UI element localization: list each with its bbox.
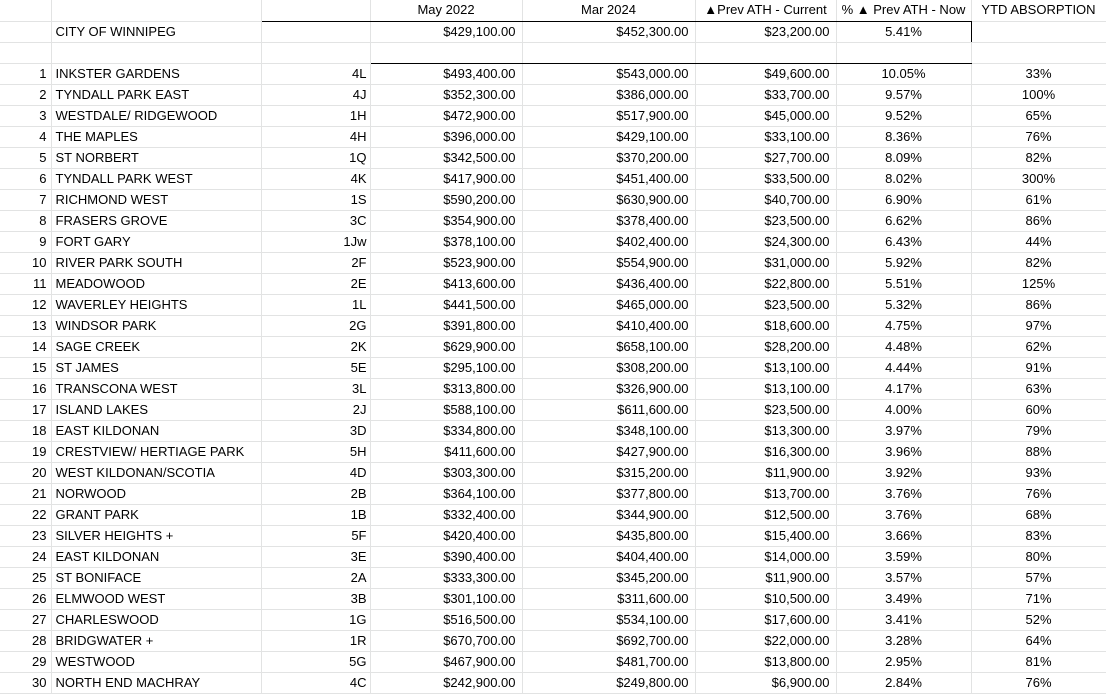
pct-change-cell[interactable]: 3.66% [836, 525, 971, 546]
may-2022-cell[interactable]: $590,200.00 [370, 189, 522, 210]
neighbourhood-name-cell[interactable]: FRASERS GROVE [51, 210, 261, 231]
mar-2024-cell[interactable]: $326,900.00 [522, 378, 695, 399]
pct-change-cell[interactable]: 3.76% [836, 504, 971, 525]
neighbourhood-name-cell[interactable]: ST NORBERT [51, 147, 261, 168]
rank-cell[interactable]: 12 [0, 294, 51, 315]
may-2022-cell[interactable]: $396,000.00 [370, 126, 522, 147]
table-row [0, 126, 1106, 147]
ytd-absorption-cell[interactable]: 80% [971, 546, 1106, 567]
area-code-cell[interactable]: 2G [261, 315, 370, 336]
area-code-cell[interactable]: 1B [261, 504, 370, 525]
table-row [0, 504, 1106, 525]
area-code-cell[interactable]: 2J [261, 399, 370, 420]
prev-ath-diff-cell[interactable]: $40,700.00 [695, 189, 836, 210]
ytd-absorption-cell[interactable]: 76% [971, 672, 1106, 693]
rank-cell[interactable]: 9 [0, 231, 51, 252]
may-2022-cell[interactable]: $352,300.00 [370, 84, 522, 105]
rank-cell[interactable]: 27 [0, 609, 51, 630]
prev-ath-diff-cell[interactable]: $33,500.00 [695, 168, 836, 189]
pct-change-cell[interactable]: 3.76% [836, 483, 971, 504]
prev-ath-diff-cell[interactable]: $15,400.00 [695, 525, 836, 546]
mar-2024-cell[interactable]: $308,200.00 [522, 357, 695, 378]
ytd-absorption-cell[interactable]: 62% [971, 336, 1106, 357]
neighbourhood-name-cell[interactable]: ST JAMES [51, 357, 261, 378]
neighbourhood-name-cell[interactable]: INKSTER GARDENS [51, 63, 261, 84]
neighbourhood-name-cell[interactable]: EAST KILDONAN [51, 420, 261, 441]
ytd-absorption-cell[interactable]: 52% [971, 609, 1106, 630]
header-pct-prev-ath-now[interactable]: % ▲ Prev ATH - Now [836, 0, 971, 21]
prev-ath-diff-cell[interactable]: $13,100.00 [695, 357, 836, 378]
rank-cell[interactable]: 17 [0, 399, 51, 420]
header-row [0, 0, 1106, 21]
neighbourhood-name-cell[interactable]: THE MAPLES [51, 126, 261, 147]
blank-cell[interactable] [370, 42, 522, 63]
ytd-absorption-cell[interactable]: 79% [971, 420, 1106, 441]
rank-cell[interactable]: 16 [0, 378, 51, 399]
mar-2024-cell[interactable]: $404,400.00 [522, 546, 695, 567]
ytd-absorption-cell[interactable]: 57% [971, 567, 1106, 588]
blank-row [0, 42, 1106, 63]
may-2022-cell[interactable]: $493,400.00 [370, 63, 522, 84]
area-code-cell[interactable]: 1L [261, 294, 370, 315]
ytd-absorption-cell[interactable]: 44% [971, 231, 1106, 252]
area-code-cell[interactable]: 4J [261, 84, 370, 105]
rank-cell[interactable]: 15 [0, 357, 51, 378]
mar-2024-cell[interactable]: $554,900.00 [522, 252, 695, 273]
area-code-cell[interactable]: 2F [261, 252, 370, 273]
mar-2024-cell[interactable]: $517,900.00 [522, 105, 695, 126]
mar-2024-cell[interactable]: $481,700.00 [522, 651, 695, 672]
ytd-absorption-cell[interactable]: 82% [971, 252, 1106, 273]
rank-cell[interactable]: 19 [0, 441, 51, 462]
ytd-absorption-cell[interactable]: 86% [971, 294, 1106, 315]
mar-2024-cell[interactable]: $345,200.00 [522, 567, 695, 588]
pct-change-cell[interactable]: 6.90% [836, 189, 971, 210]
pct-change-cell[interactable]: 3.96% [836, 441, 971, 462]
mar-2024-cell[interactable]: $402,400.00 [522, 231, 695, 252]
may-2022-cell[interactable]: $417,900.00 [370, 168, 522, 189]
ytd-absorption-cell[interactable]: 86% [971, 210, 1106, 231]
may-2022-cell[interactable]: $391,800.00 [370, 315, 522, 336]
neighbourhood-name-cell[interactable]: ELMWOOD WEST [51, 588, 261, 609]
pct-change-cell[interactable]: 9.57% [836, 84, 971, 105]
blank-cell[interactable] [261, 42, 370, 63]
pct-change-cell[interactable]: 4.75% [836, 315, 971, 336]
table-row [0, 588, 1106, 609]
mar-2024-cell[interactable]: $315,200.00 [522, 462, 695, 483]
prev-ath-diff-cell[interactable]: $13,800.00 [695, 651, 836, 672]
may-2022-cell[interactable]: $342,500.00 [370, 147, 522, 168]
ytd-absorption-cell[interactable]: 125% [971, 273, 1106, 294]
blank-cell[interactable] [51, 42, 261, 63]
prev-ath-diff-cell[interactable]: $33,100.00 [695, 126, 836, 147]
table-row [0, 189, 1106, 210]
rank-cell[interactable]: 24 [0, 546, 51, 567]
may-2022-cell[interactable]: $467,900.00 [370, 651, 522, 672]
table-row [0, 210, 1106, 231]
mar-2024-cell[interactable]: $451,400.00 [522, 168, 695, 189]
neighbourhood-name-cell[interactable]: TYNDALL PARK EAST [51, 84, 261, 105]
header-mar-2024[interactable]: Mar 2024 [522, 0, 695, 21]
neighbourhood-name-cell[interactable]: TRANSCONA WEST [51, 378, 261, 399]
rank-cell[interactable]: 22 [0, 504, 51, 525]
area-code-cell[interactable]: 3C [261, 210, 370, 231]
city-ytd-cell[interactable] [971, 21, 1106, 42]
neighbourhood-name-cell[interactable]: NORTH END MACHRAY [51, 672, 261, 693]
may-2022-cell[interactable]: $390,400.00 [370, 546, 522, 567]
table-row [0, 84, 1106, 105]
neighbourhood-name-cell[interactable]: ISLAND LAKES [51, 399, 261, 420]
area-code-cell[interactable]: 4K [261, 168, 370, 189]
rank-cell[interactable]: 11 [0, 273, 51, 294]
table-row [0, 357, 1106, 378]
mar-2024-cell[interactable]: $543,000.00 [522, 63, 695, 84]
pct-change-cell[interactable]: 3.92% [836, 462, 971, 483]
area-code-cell[interactable]: 5E [261, 357, 370, 378]
area-code-cell[interactable]: 2E [261, 273, 370, 294]
prev-ath-diff-cell[interactable]: $45,000.00 [695, 105, 836, 126]
table-row [0, 336, 1106, 357]
may-2022-cell[interactable]: $333,300.00 [370, 567, 522, 588]
table-row [0, 294, 1106, 315]
blank-cell[interactable] [522, 42, 695, 63]
pct-change-cell[interactable]: 3.97% [836, 420, 971, 441]
neighbourhood-name-cell[interactable]: TYNDALL PARK WEST [51, 168, 261, 189]
rank-cell[interactable]: 23 [0, 525, 51, 546]
neighbourhood-name-cell[interactable]: ST BONIFACE [51, 567, 261, 588]
prev-ath-diff-cell[interactable]: $10,500.00 [695, 588, 836, 609]
may-2022-cell[interactable]: $242,900.00 [370, 672, 522, 693]
pct-change-cell[interactable]: 10.05% [836, 63, 971, 84]
table-row [0, 483, 1106, 504]
ytd-absorption-cell[interactable]: 71% [971, 588, 1106, 609]
area-code-cell[interactable]: 1Q [261, 147, 370, 168]
pct-change-cell[interactable]: 5.32% [836, 294, 971, 315]
ytd-absorption-cell[interactable]: 76% [971, 483, 1106, 504]
rank-cell[interactable]: 18 [0, 420, 51, 441]
rank-cell[interactable]: 3 [0, 105, 51, 126]
neighbourhood-name-cell[interactable]: CHARLESWOOD [51, 609, 261, 630]
may-2022-cell[interactable]: $516,500.00 [370, 609, 522, 630]
area-code-cell[interactable]: 1R [261, 630, 370, 651]
may-2022-cell[interactable]: $364,100.00 [370, 483, 522, 504]
ytd-absorption-cell[interactable]: 81% [971, 651, 1106, 672]
area-code-cell[interactable]: 3B [261, 588, 370, 609]
mar-2024-cell[interactable]: $692,700.00 [522, 630, 695, 651]
neighbourhood-name-cell[interactable]: MEADOWOOD [51, 273, 261, 294]
may-2022-cell[interactable]: $378,100.00 [370, 231, 522, 252]
neighbourhood-name-cell[interactable]: FORT GARY [51, 231, 261, 252]
mar-2024-cell[interactable]: $630,900.00 [522, 189, 695, 210]
area-code-cell[interactable]: 1Jw [261, 231, 370, 252]
neighbourhood-name-cell[interactable]: BRIDGWATER + [51, 630, 261, 651]
mar-2024-cell[interactable]: $611,600.00 [522, 399, 695, 420]
pct-change-cell[interactable]: 6.43% [836, 231, 971, 252]
mar-2024-cell[interactable]: $435,800.00 [522, 525, 695, 546]
table-row [0, 231, 1106, 252]
area-code-cell[interactable]: 4L [261, 63, 370, 84]
table-row [0, 567, 1106, 588]
mar-2024-cell[interactable]: $386,000.00 [522, 84, 695, 105]
header-cell-rank[interactable] [0, 0, 51, 21]
mar-2024-cell[interactable]: $370,200.00 [522, 147, 695, 168]
pct-change-cell[interactable]: 3.57% [836, 567, 971, 588]
prev-ath-diff-cell[interactable]: $49,600.00 [695, 63, 836, 84]
ytd-absorption-cell[interactable]: 63% [971, 378, 1106, 399]
ytd-absorption-cell[interactable]: 60% [971, 399, 1106, 420]
table-row [0, 462, 1106, 483]
header-cell-name[interactable] [51, 0, 261, 21]
ytd-absorption-cell[interactable]: 83% [971, 525, 1106, 546]
neighbourhood-name-cell[interactable]: EAST KILDONAN [51, 546, 261, 567]
prev-ath-diff-cell[interactable]: $33,700.00 [695, 84, 836, 105]
neighbourhood-name-cell[interactable]: RICHMOND WEST [51, 189, 261, 210]
pct-change-cell[interactable]: 4.00% [836, 399, 971, 420]
prev-ath-diff-cell[interactable]: $13,300.00 [695, 420, 836, 441]
prev-ath-diff-cell[interactable]: $6,900.00 [695, 672, 836, 693]
area-code-cell[interactable]: 5H [261, 441, 370, 462]
blank-cell[interactable] [836, 42, 971, 63]
table-row [0, 147, 1106, 168]
ytd-absorption-cell[interactable]: 65% [971, 105, 1106, 126]
table-row [0, 252, 1106, 273]
pct-change-cell[interactable]: 4.48% [836, 336, 971, 357]
may-2022-cell[interactable]: $301,100.00 [370, 588, 522, 609]
area-code-cell[interactable]: 5F [261, 525, 370, 546]
mar-2024-cell[interactable]: $348,100.00 [522, 420, 695, 441]
neighbourhood-name-cell[interactable]: SAGE CREEK [51, 336, 261, 357]
area-code-cell[interactable]: 5G [261, 651, 370, 672]
neighbourhood-name-cell[interactable]: WESTDALE/ RIDGEWOOD [51, 105, 261, 126]
neighbourhood-name-cell[interactable]: SILVER HEIGHTS + [51, 525, 261, 546]
prev-ath-diff-cell[interactable]: $27,700.00 [695, 147, 836, 168]
may-2022-cell[interactable]: $303,300.00 [370, 462, 522, 483]
table-row [0, 273, 1106, 294]
may-2022-cell[interactable]: $588,100.00 [370, 399, 522, 420]
header-may-2022[interactable]: May 2022 [370, 0, 522, 21]
rank-cell[interactable]: 14 [0, 336, 51, 357]
area-code-cell[interactable]: 1H [261, 105, 370, 126]
table-row [0, 378, 1106, 399]
city-name[interactable]: CITY OF WINNIPEG [51, 21, 261, 42]
blank-cell[interactable] [0, 42, 51, 63]
mar-2024-cell[interactable]: $658,100.00 [522, 336, 695, 357]
prev-ath-diff-cell[interactable]: $22,800.00 [695, 273, 836, 294]
table-row [0, 399, 1106, 420]
city-row [0, 21, 1106, 42]
prev-ath-diff-cell[interactable]: $23,500.00 [695, 210, 836, 231]
city-code-cell[interactable] [261, 21, 370, 42]
ytd-absorption-cell[interactable]: 64% [971, 630, 1106, 651]
table-row [0, 420, 1106, 441]
area-code-cell[interactable]: 4H [261, 126, 370, 147]
rank-cell[interactable]: 20 [0, 462, 51, 483]
rank-cell[interactable]: 26 [0, 588, 51, 609]
pct-change-cell[interactable]: 3.59% [836, 546, 971, 567]
table-row [0, 441, 1106, 462]
may-2022-cell[interactable]: $670,700.00 [370, 630, 522, 651]
area-code-cell[interactable]: 2A [261, 567, 370, 588]
may-2022-cell[interactable]: $420,400.00 [370, 525, 522, 546]
table-row [0, 105, 1106, 126]
area-code-cell[interactable]: 2B [261, 483, 370, 504]
prev-ath-diff-cell[interactable]: $28,200.00 [695, 336, 836, 357]
city-pct-value[interactable]: 5.41% [836, 21, 971, 42]
neighbourhood-name-cell[interactable]: NORWOOD [51, 483, 261, 504]
rank-cell[interactable]: 8 [0, 210, 51, 231]
mar-2024-cell[interactable]: $534,100.00 [522, 609, 695, 630]
ytd-absorption-cell[interactable]: 61% [971, 189, 1106, 210]
table-row [0, 315, 1106, 336]
table-row [0, 546, 1106, 567]
neighbourhood-name-cell[interactable]: RIVER PARK SOUTH [51, 252, 261, 273]
ytd-absorption-cell[interactable]: 76% [971, 126, 1106, 147]
prev-ath-diff-cell[interactable]: $16,300.00 [695, 441, 836, 462]
city-may-value[interactable]: $429,100.00 [370, 21, 522, 42]
may-2022-cell[interactable]: $411,600.00 [370, 441, 522, 462]
rank-cell[interactable]: 21 [0, 483, 51, 504]
header-ytd-absorption[interactable]: YTD ABSORPTION [971, 0, 1106, 21]
prev-ath-diff-cell[interactable]: $31,000.00 [695, 252, 836, 273]
rank-cell[interactable]: 13 [0, 315, 51, 336]
rank-cell[interactable]: 5 [0, 147, 51, 168]
city-rank-cell[interactable] [0, 21, 51, 42]
mar-2024-cell[interactable]: $378,400.00 [522, 210, 695, 231]
ytd-absorption-cell[interactable]: 93% [971, 462, 1106, 483]
blank-cell[interactable] [971, 42, 1106, 63]
ytd-absorption-cell[interactable]: 100% [971, 84, 1106, 105]
table-row [0, 651, 1106, 672]
mar-2024-cell[interactable]: $465,000.00 [522, 294, 695, 315]
neighbourhood-name-cell[interactable]: WEST KILDONAN/SCOTIA [51, 462, 261, 483]
rank-cell[interactable]: 30 [0, 672, 51, 693]
neighbourhood-rows [0, 63, 1106, 693]
area-code-cell[interactable]: 4D [261, 462, 370, 483]
prev-ath-diff-cell[interactable]: $18,600.00 [695, 315, 836, 336]
prev-ath-diff-cell[interactable]: $13,700.00 [695, 483, 836, 504]
mar-2024-cell[interactable]: $249,800.00 [522, 672, 695, 693]
pct-change-cell[interactable]: 2.95% [836, 651, 971, 672]
pct-change-cell[interactable]: 3.41% [836, 609, 971, 630]
mar-2024-cell[interactable]: $344,900.00 [522, 504, 695, 525]
header-prev-ath-current[interactable]: ▲Prev ATH - Current [695, 0, 836, 21]
area-code-cell[interactable]: 1S [261, 189, 370, 210]
ytd-absorption-cell[interactable]: 82% [971, 147, 1106, 168]
prev-ath-diff-cell[interactable]: $12,500.00 [695, 504, 836, 525]
ytd-absorption-cell[interactable]: 88% [971, 441, 1106, 462]
table-row [0, 609, 1106, 630]
prev-ath-diff-cell[interactable]: $14,000.00 [695, 546, 836, 567]
rank-cell[interactable]: 29 [0, 651, 51, 672]
table-row [0, 63, 1106, 84]
mar-2024-cell[interactable]: $410,400.00 [522, 315, 695, 336]
area-code-cell[interactable]: 1G [261, 609, 370, 630]
pct-change-cell[interactable]: 8.09% [836, 147, 971, 168]
may-2022-cell[interactable]: $629,900.00 [370, 336, 522, 357]
mar-2024-cell[interactable]: $436,400.00 [522, 273, 695, 294]
pct-change-cell[interactable]: 8.02% [836, 168, 971, 189]
pct-change-cell[interactable]: 5.92% [836, 252, 971, 273]
may-2022-cell[interactable]: $334,800.00 [370, 420, 522, 441]
header-cell-code[interactable] [261, 0, 370, 21]
city-mar-value[interactable]: $452,300.00 [522, 21, 695, 42]
mar-2024-cell[interactable]: $311,600.00 [522, 588, 695, 609]
may-2022-cell[interactable]: $313,800.00 [370, 378, 522, 399]
may-2022-cell[interactable]: $472,900.00 [370, 105, 522, 126]
area-code-cell[interactable]: 4C [261, 672, 370, 693]
neighbourhood-name-cell[interactable]: CRESTVIEW/ HERTIAGE PARK [51, 441, 261, 462]
ytd-absorption-cell[interactable]: 91% [971, 357, 1106, 378]
pct-change-cell[interactable]: 3.49% [836, 588, 971, 609]
pct-change-cell[interactable]: 9.52% [836, 105, 971, 126]
prev-ath-diff-cell[interactable]: $13,100.00 [695, 378, 836, 399]
rank-cell[interactable]: 4 [0, 126, 51, 147]
pct-change-cell[interactable]: 5.51% [836, 273, 971, 294]
may-2022-cell[interactable]: $332,400.00 [370, 504, 522, 525]
ytd-absorption-cell[interactable]: 33% [971, 63, 1106, 84]
rank-cell[interactable]: 1 [0, 63, 51, 84]
prev-ath-diff-cell[interactable]: $23,500.00 [695, 399, 836, 420]
table-row [0, 168, 1106, 189]
area-code-cell[interactable]: 3E [261, 546, 370, 567]
may-2022-cell[interactable]: $295,100.00 [370, 357, 522, 378]
prev-ath-diff-cell[interactable]: $24,300.00 [695, 231, 836, 252]
pct-change-cell[interactable]: 4.44% [836, 357, 971, 378]
mar-2024-cell[interactable]: $429,100.00 [522, 126, 695, 147]
may-2022-cell[interactable]: $441,500.00 [370, 294, 522, 315]
may-2022-cell[interactable]: $523,900.00 [370, 252, 522, 273]
neighbourhood-name-cell[interactable]: WESTWOOD [51, 651, 261, 672]
table-row [0, 630, 1106, 651]
rank-cell[interactable]: 7 [0, 189, 51, 210]
area-code-cell[interactable]: 2K [261, 336, 370, 357]
table-row [0, 672, 1106, 693]
pct-change-cell[interactable]: 2.84% [836, 672, 971, 693]
pct-change-cell[interactable]: 6.62% [836, 210, 971, 231]
pct-change-cell[interactable]: 4.17% [836, 378, 971, 399]
prev-ath-diff-cell[interactable]: $22,000.00 [695, 630, 836, 651]
neighbourhood-name-cell[interactable]: WINDSOR PARK [51, 315, 261, 336]
prev-ath-diff-cell[interactable]: $11,900.00 [695, 462, 836, 483]
prev-ath-diff-cell[interactable]: $23,500.00 [695, 294, 836, 315]
may-2022-cell[interactable]: $354,900.00 [370, 210, 522, 231]
mar-2024-cell[interactable]: $377,800.00 [522, 483, 695, 504]
area-code-cell[interactable]: 3L [261, 378, 370, 399]
neighbourhood-name-cell[interactable]: GRANT PARK [51, 504, 261, 525]
ytd-absorption-cell[interactable]: 97% [971, 315, 1106, 336]
rank-cell[interactable]: 6 [0, 168, 51, 189]
ytd-absorption-cell[interactable]: 68% [971, 504, 1106, 525]
neighbourhood-name-cell[interactable]: WAVERLEY HEIGHTS [51, 294, 261, 315]
mar-2024-cell[interactable]: $427,900.00 [522, 441, 695, 462]
prev-ath-diff-cell[interactable]: $11,900.00 [695, 567, 836, 588]
pct-change-cell[interactable]: 8.36% [836, 126, 971, 147]
ytd-absorption-cell[interactable]: 300% [971, 168, 1106, 189]
may-2022-cell[interactable]: $413,600.00 [370, 273, 522, 294]
rank-cell[interactable]: 2 [0, 84, 51, 105]
area-code-cell[interactable]: 3D [261, 420, 370, 441]
pct-change-cell[interactable]: 3.28% [836, 630, 971, 651]
rank-cell[interactable]: 10 [0, 252, 51, 273]
rank-cell[interactable]: 25 [0, 567, 51, 588]
city-diff-value[interactable]: $23,200.00 [695, 21, 836, 42]
prev-ath-diff-cell[interactable]: $17,600.00 [695, 609, 836, 630]
blank-cell[interactable] [695, 42, 836, 63]
table-row [0, 525, 1106, 546]
rank-cell[interactable]: 28 [0, 630, 51, 651]
